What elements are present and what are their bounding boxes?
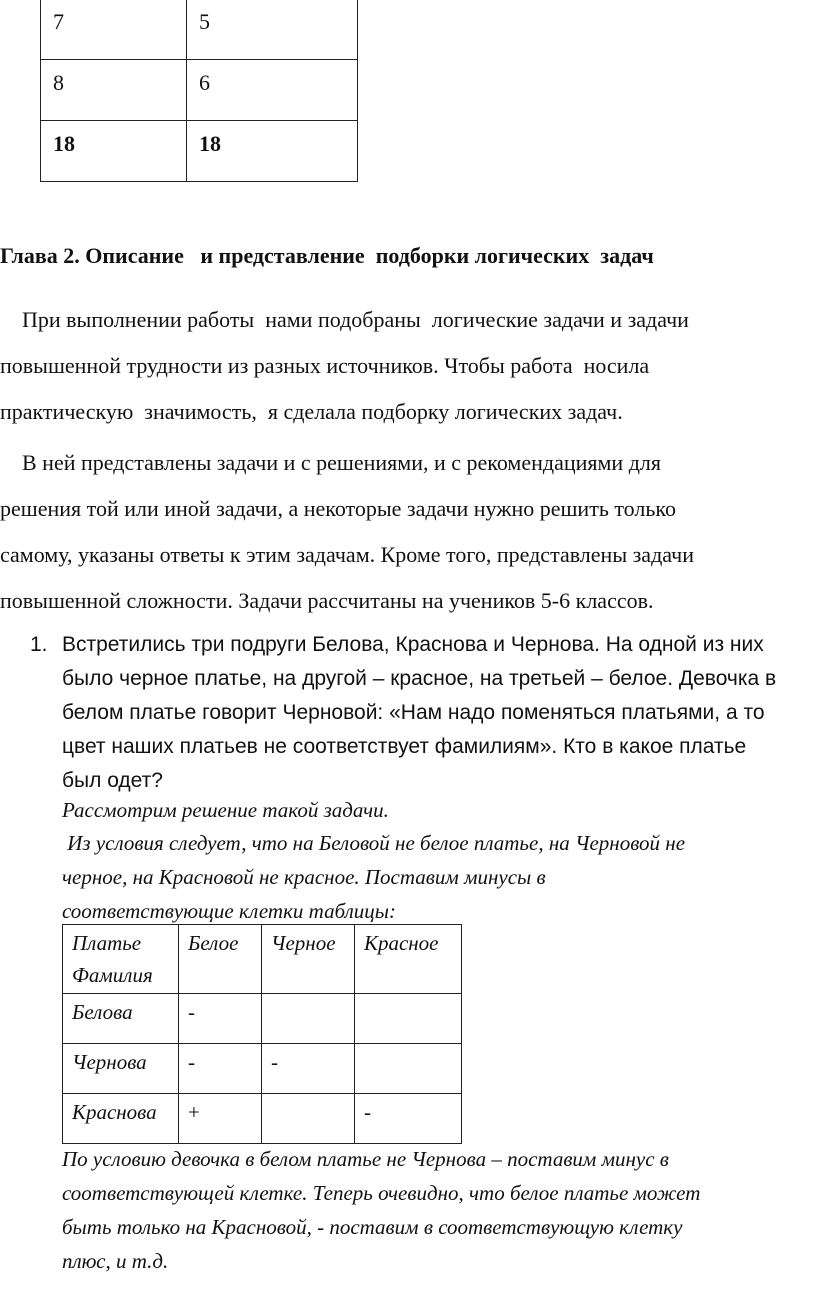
row-name-cell: Чернова xyxy=(63,1044,179,1094)
conclusion-text: По условию девочка в белом платье не Чернова – поставим минус в соответствующей клетке. Теперь очевидно, что белое платье может быть только на Красновой, - поставим в соответствующую клетку плюс, и т.д. xyxy=(62,1147,701,1273)
table-cell: - xyxy=(262,1044,355,1094)
table-cell xyxy=(262,1094,355,1144)
table-cell: + xyxy=(179,1094,262,1144)
solution-text: Из условия следует, что на Беловой не белое платье, на Черновой не черное, на Красновой не красное. Поставим минусы в соответствующие клетки таблицы: xyxy=(62,831,686,923)
header-cell xyxy=(63,925,179,994)
chapter-heading: Глава 2. Описание и представление подборки логических задач xyxy=(0,243,654,268)
table-header-row xyxy=(63,925,462,994)
top-table xyxy=(40,0,358,182)
table-cell xyxy=(355,994,462,1044)
intro-paragraph-2: В ней представлены задачи и с решениями, и с рекомендациями для решения той или иной задачи, а некоторые задачи нужно решить только самому, указаны ответы к этим задачам. Кроме того, представлены задачи повышенной сложности. Задачи рассчитаны на учеников 5-6 классов. xyxy=(0,450,694,613)
table-row xyxy=(63,1094,462,1144)
table-cell: 5 xyxy=(187,0,358,60)
table-cell: 7 xyxy=(41,0,187,60)
header-cell: Белое xyxy=(179,925,262,994)
table-cell: 8 xyxy=(41,60,187,121)
table-row xyxy=(63,994,462,1044)
table-row xyxy=(63,1044,462,1094)
table-row xyxy=(41,60,358,121)
table-cell: 6 xyxy=(187,60,358,121)
table-cell: - xyxy=(179,1044,262,1094)
solution-title: Рассмотрим решение такой задачи. xyxy=(62,798,389,822)
table-cell: - xyxy=(179,994,262,1044)
table-row-total xyxy=(41,121,358,182)
table-cell: 18 xyxy=(187,121,358,182)
table-cell xyxy=(262,994,355,1044)
table-cell xyxy=(355,1044,462,1094)
table-row xyxy=(41,0,358,60)
header-cell: Красное xyxy=(355,925,462,994)
task-text: Встретились три подруги Белова, Краснова и Чернова. На одной из них было черное платье, на другой – красное, на третьей – белое. Девочка в белом платье говорит Черновой: «Нам надо поменяться платьями, а то цвет наших платьев не соответствует фамилиям». Кто в какое платье был одет? xyxy=(62,633,777,792)
row-name-cell: Краснова xyxy=(63,1094,179,1144)
logic-table xyxy=(62,924,462,1144)
list-item-number: 1. xyxy=(30,633,48,656)
table-cell: - xyxy=(355,1094,462,1144)
table-cell: 18 xyxy=(41,121,187,182)
header-corner-label: Платье Фамилия xyxy=(72,931,153,987)
header-cell: Черное xyxy=(262,925,355,994)
row-name-cell: Белова xyxy=(63,994,179,1044)
intro-paragraph-1: При выполнении работы нами подобраны логические задачи и задачи повышенной трудности из разных источников. Чтобы работа носила практическую значимость, я сделала подборку логических задач. xyxy=(0,307,689,424)
